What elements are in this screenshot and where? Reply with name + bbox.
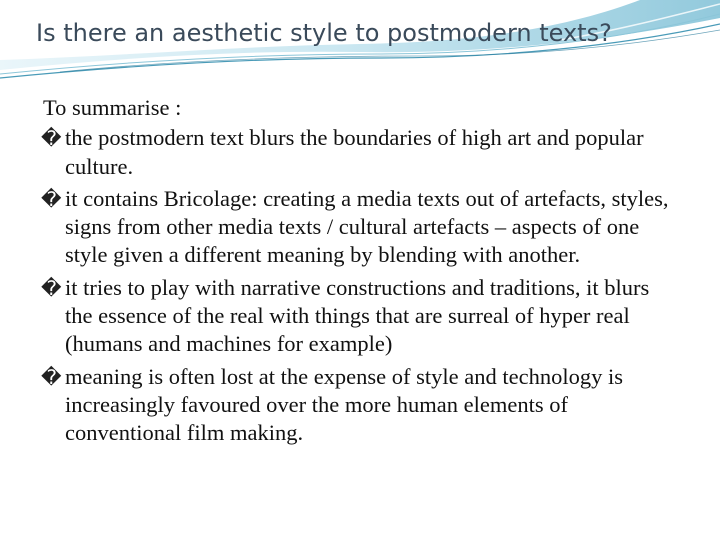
slide-title: Is there an aesthetic style to postmodern texts? (36, 19, 612, 47)
bullet-marker-icon: � (41, 126, 62, 151)
bullet-item (43, 124, 673, 181)
bullet-text: meaning is often lost at the expense of style and technology is increasingly favoured over the more human elements of conventional film making. (65, 363, 623, 446)
slide-body (43, 94, 673, 452)
bullet-marker-icon: � (41, 275, 62, 300)
bullet-marker-icon: � (41, 186, 62, 211)
bullet-item (43, 185, 673, 270)
intro-text: To summarise : (43, 95, 182, 120)
bullet-marker-icon: � (41, 364, 62, 389)
bullet-text: the postmodern text blurs the boundaries of high art and popular culture. (65, 125, 644, 179)
bullet-item (43, 274, 673, 359)
bullet-text: it contains Bricolage: creating a media texts out of artefacts, styles, signs from other media texts / cultural artefacts – aspects of one style given a different meaning by blending with another. (65, 185, 669, 268)
bullet-text: it tries to play with narrative constructions and traditions, it blurs the essence of the real with things that are surreal of hyper real (humans and machines for example) (65, 274, 650, 357)
bullet-item (43, 363, 673, 448)
